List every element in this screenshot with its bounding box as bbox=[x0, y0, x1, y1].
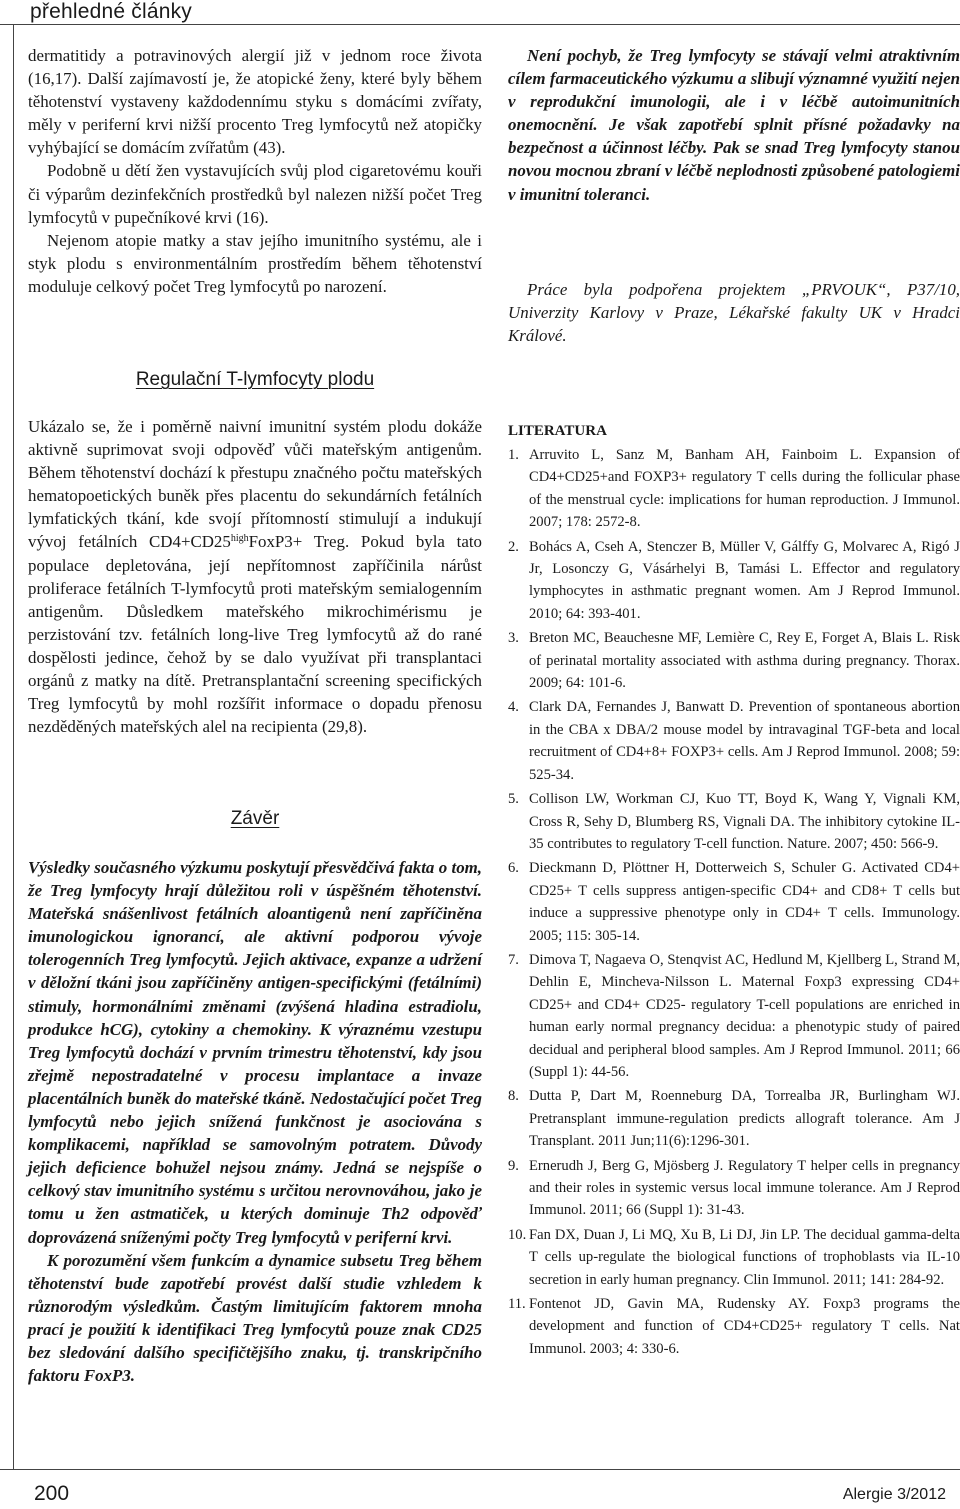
paragraph: Výsledky současného výzkumu poskytují přesvědčivá fakta o tom, že Treg lymfocyty hrají důležitou roli v úspěšném těhotenství. Mateřská snášenlivost fetálních aloantigenů není zapříčiněna imunologickou ignorancí, ale aktivní podporou vývoje tolerogenních Treg lymfocytů. Jejich aktivace, expanze a udržení v děložní tkáni jsou zapříčiněny antigen-specifickými (fetálními) stimuly, hormonálními změnami (zvýšená hladina estradiolu, produkce hCG), cytokiny a chemokiny. K výraznému vzestupu Treg lymfocytů dochází v prvním trimestru těhotenství, kdy jsou zřejmě nepostradatelné v procesu implantace a invaze placentálních buněk do mateřské tkáně. Nedostačující počet Treg lymfocytů nebo jejich snížená funkčnost je asociována s komplikacemi, například se samovolným potratem. Důvody jejich deficience bohužel nejsou známy. Jedná se nejspíše o celkový stav imunitního systému s určitou nerovnováhou, jako je tomu u žen astmatiček, u kterých dominuje Th2 odpověď doprovázená sníženými počty Treg lymfocytů v periferní krvi. bbox=[28, 858, 482, 1247]
left-column-intro bbox=[28, 44, 482, 298]
reference-item bbox=[508, 444, 960, 534]
journal-issue: Alergie 3/2012 bbox=[842, 1486, 946, 1503]
right-column-conclusion bbox=[508, 44, 960, 206]
paragraph: Podobně u dětí žen vystavujících svůj plod cigaretovému kouři či výparům dezinfekčních prostředků byl nalezen nižší počet Treg lymfocytů v pupečníkové krvi (16). bbox=[28, 161, 482, 227]
reference-item bbox=[508, 1293, 960, 1360]
reference-number: 11. bbox=[508, 1296, 526, 1313]
reference-text: Dieckmann D, Plöttner H, Dotterweich S, Schuler G. Activated CD4+ CD25+ T cells suppress antigen-specific CD4+ and CD8+ T cells but induce a suppressive phenotype only in CD4+ T cells. Immunology. 2005; 115: 305-14. bbox=[529, 860, 960, 944]
reference-number: 4. bbox=[508, 699, 519, 716]
reference-number: 7. bbox=[508, 951, 519, 968]
paragraph: Nejenom atopie matky a stav jejího imunitního systému, ale i styk plodu s environmentálním prostředím během těhotenství moduluje celkový počet Treg lymfocytů po narození. bbox=[28, 230, 482, 296]
reference-item bbox=[508, 788, 960, 855]
reference-item bbox=[508, 696, 960, 786]
paragraph: dermatitidy a potravinových alergií již v jednom roce života (16,17). Další zajímavostí je, že atopické ženy, které byly během těhotenství vystaveny každodennímu styku s domácími zvířaty, měly v periferní krvi nižší procento Treg lymfocytů než atopičky vyhýbající se domácím zvířatům (43). bbox=[28, 46, 482, 158]
reference-number: 8. bbox=[508, 1088, 519, 1105]
reference-text: Dimova T, Nagaeva O, Stenqvist AC, Hedlund M, Kjellberg L, Strand M, Dehlin E, Mincheva-Nilsson L. Maternal Foxp3 expressing CD4+ CD25+ and CD4+ CD25- regulatory T-cell populations are enriched in human early normal pregnancy decidua: a phenotypic study of paired decidual and peripheral blood samples. Am J Reprod Immunol. 2011; 66 (Suppl 1): 44-56. bbox=[529, 951, 960, 1080]
heading-fetal-treg: Regulační T-lymfocyty plodu bbox=[135, 369, 375, 390]
reference-item bbox=[508, 1085, 960, 1152]
acknowledgement-text: Práce byla podpořena projektem „PRVOUK“, P37/10, Univerzity Karlovy v Praze, Lékařské fakulty UK v Hradci Králové. bbox=[508, 280, 960, 346]
reference-text: Ernerudh J, Berg G, Mjösberg J. Regulatory T helper cells in pregnancy and their roles in systemic versus local immune tolerance. Am J Reprod Immunol. 2011; 66 (Suppl 1): 31-43. bbox=[529, 1157, 960, 1219]
references-list bbox=[508, 444, 960, 1360]
reference-text: Dutta P, Dart M, Roenneburg DA, Torrealba JR, Burlingham WJ. Pretransplant immune-regulation predicts allograft tolerance. Am J Transplant. 2011 Jun;11(6):1296-301. bbox=[529, 1088, 960, 1150]
text-run: FoxP3+ Treg. Pokud byla tato populace depletována, její nepřítomnost zapříčinila nárůst proliferace fetálních T-lymfocytů proti mateřským semialogenním antigenům. Důsledkem mateřského mikrochimérismu je perzistování tzv. fetálních long-live Treg lymfocytů až do rané dospělosti jedince, čehož by se dalo využívat při transplantaci orgánů z matky na dítě. Pretransplantační screening specifických Treg lymfocytů by mohl rozšířit informace o dopadu přenosu nezděděných mateřských alel na recipienta (29,8). bbox=[28, 532, 482, 737]
text-run: Ukázalo se, že i poměrně naivní imunitní systém plodu dokáže aktivně suprimovat svoji odpověď vůči mateřským antigenům. Během těhotenství dochází k přestupu značného počtu mateřských hematopoetických buněk přes placentu do sekundárních fetálních lymfatických tkání, kde svojí přítomností stimulují a indukují vývoj fetálních CD4+CD25 bbox=[28, 417, 482, 552]
footer-rule bbox=[0, 1469, 960, 1470]
margin-rule bbox=[13, 24, 14, 1469]
page-number: 200 bbox=[34, 1482, 70, 1505]
reference-text: Collison LW, Workman CJ, Kuo TT, Boyd K, Wang Y, Vignali KM, Cross R, Sehy D, Blumberg RS, Vignali DA. The inhibitory cytokine IL-35 contributes to regulatory T-cell function. Nature. 2007; 450: 566-9. bbox=[529, 791, 960, 852]
reference-number: 9. bbox=[508, 1157, 519, 1174]
reference-text: Fan DX, Duan J, Li MQ, Xu B, Li DJ, Jin LP. The decidual gamma-delta T cells up-regulate the biological functions of trophoblasts via IL-10 secretion in early human pregnancy. Clin Immunol. 2011; 141: 284-92. bbox=[529, 1226, 960, 1288]
reference-number: 6. bbox=[508, 860, 519, 877]
reference-item bbox=[508, 857, 960, 947]
paragraph bbox=[28, 415, 482, 738]
reference-item bbox=[508, 949, 960, 1083]
heading-conclusion: Závěr bbox=[230, 808, 280, 829]
reference-text: Arruvito L, Sanz M, Banham AH, Fainboim L. Expansion of CD4+CD25+and FOXP3+ regulatory T cells during the follicular phase of the menstrual cycle: implications for human reproduction. J Immunol. 2007; 178: 2572-8. bbox=[529, 447, 960, 531]
acknowledgement bbox=[508, 278, 960, 347]
paragraph: K porozumění všem funkcím a dynamice subsetu Treg během těhotenství bude zapotřebí provést další studie vzhledem k různorodým výsledkům. Častým limitujícím faktorem mnoha prací je použití k identifikaci Treg lymfocytů pouze znak CD25 bez sledování dalšího specifičtějšího znaku, tj. transkripčního faktoru FoxP3. bbox=[28, 1250, 482, 1386]
left-column-fetal bbox=[28, 415, 482, 738]
reference-item bbox=[508, 1155, 960, 1222]
reference-item bbox=[508, 1224, 960, 1291]
reference-number: 2. bbox=[508, 538, 519, 555]
reference-text: Breton MC, Beauchesne MF, Lemière C, Rey E, Forget A, Blais L. Risk of perinatal mortality associated with asthma during pregnancy. Thorax. 2009; 64: 101-6. bbox=[529, 630, 960, 692]
reference-number: 1. bbox=[508, 447, 519, 463]
reference-text: Fontenot JD, Gavin MA, Rudensky AY. Foxp3 programs the development and function of CD4+CD25+ regulatory T cells. Nat Immunol. 2003; 4: 330-6. bbox=[529, 1296, 960, 1357]
reference-item bbox=[508, 627, 960, 694]
header-rule bbox=[0, 24, 960, 25]
reference-number: 3. bbox=[508, 630, 519, 647]
reference-text: Clark DA, Fernandes J, Banwatt D. Prevention of spontaneous abortion in the CBA x DBA/2 mouse model by intravaginal TGF-beta and local recruitment of CD4+8+ FOXP3+ cells. Am J Reprod Immunol. 2008; 59: 525-34. bbox=[529, 699, 960, 783]
reference-number: 10. bbox=[508, 1226, 527, 1243]
reference-text: Bohács A, Cseh A, Stenczer B, Müller V, Gálffy G, Molvarec A, Rigó J Jr, Losonczy G, Vásárhelyi B, Tamási L. Effector and regulatory lymphocytes in asthmatic pregnant women. Am J Reprod Immunol. 2010; 64: 393-401. bbox=[529, 538, 960, 622]
references-title: LITERATURA bbox=[508, 423, 607, 439]
superscript: high bbox=[230, 533, 249, 545]
section-label: přehledné články bbox=[30, 0, 192, 23]
reference-number: 5. bbox=[508, 791, 519, 808]
reference-item bbox=[508, 536, 960, 626]
left-column-conclusion bbox=[28, 856, 482, 1387]
references bbox=[508, 422, 960, 1362]
paragraph: Není pochyb, že Treg lymfocyty se stávají velmi atraktivním cílem farmaceutického výzkumu a slibují významné využití nejen v reprodukční imunologii, ale i v léčbě autoimunitních onemocnění. Je však zapotřebí splnit přísné požadavky na bezpečnost a účinnost léčby. Pak se snad Treg lymfocyty stanou novou mocnou zbraní v léčbě neplodnosti způsobené patologiemi v imunitní toleranci. bbox=[508, 46, 960, 204]
